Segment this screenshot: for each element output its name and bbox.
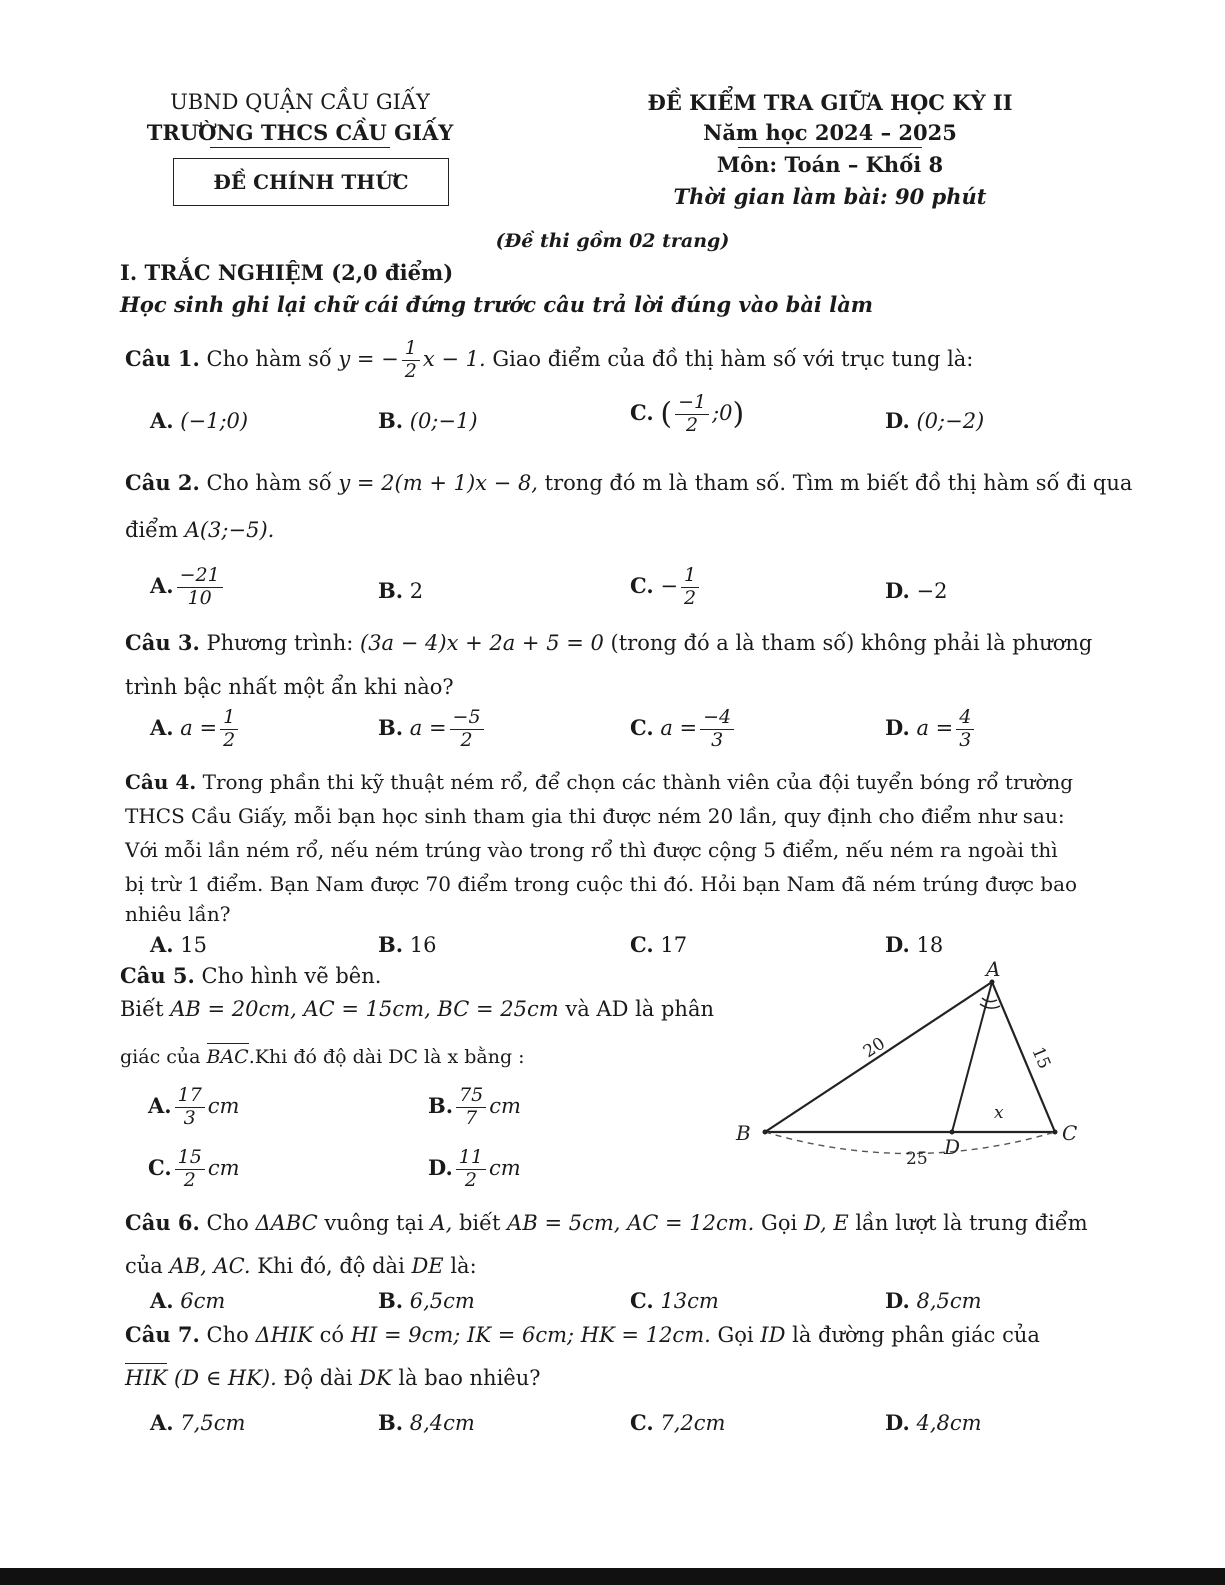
school-underline bbox=[210, 147, 390, 148]
q4-stem-line5: nhiêu lần? bbox=[125, 902, 231, 926]
subject: Môn: Toán – Khối 8 bbox=[716, 152, 944, 177]
q7-option-a[interactable] bbox=[150, 1410, 245, 1435]
q4-option-b[interactable] bbox=[378, 932, 436, 957]
q7-triangle: ΔHIK bbox=[255, 1323, 313, 1347]
q1-label: Câu 1. bbox=[125, 345, 200, 371]
q7-text-e: Độ dài bbox=[283, 1366, 353, 1390]
q3-option-c-pre: a = bbox=[660, 715, 698, 740]
q7-text-d: là đường phân giác của bbox=[792, 1323, 1040, 1347]
q1-option-c-num: −1 bbox=[675, 392, 709, 415]
pages-note: (Đề thi gồm 02 trang) bbox=[495, 230, 730, 252]
q3-text-a: Phương trình: bbox=[206, 631, 354, 655]
q3-stem-line1 bbox=[125, 630, 1092, 655]
q1-frac-den: 2 bbox=[404, 359, 417, 382]
q7-text-b: có bbox=[319, 1323, 345, 1347]
q1-option-c-tail: ;0 bbox=[712, 400, 733, 425]
q5-label: Câu 5. bbox=[120, 963, 195, 988]
q5-option-a[interactable] bbox=[148, 1085, 239, 1130]
q3-option-d-frac bbox=[956, 707, 974, 752]
q7-label: Câu 7. bbox=[125, 1322, 200, 1347]
q5-text-1: Cho hình vẽ bên. bbox=[201, 964, 382, 988]
q3-text-b: (trong đó a là tham số) không phải là phương bbox=[610, 631, 1093, 655]
q1-frac-num: 1 bbox=[402, 338, 420, 361]
q2-option-c-den: 2 bbox=[683, 586, 697, 609]
q5-option-d-den: 2 bbox=[464, 1168, 477, 1191]
q6-text-g: Khi đó, độ dài bbox=[257, 1254, 405, 1278]
q5-option-a-num: 17 bbox=[175, 1085, 205, 1108]
q7-option-d-label: D. bbox=[885, 1410, 910, 1435]
q7-bisector: ID bbox=[760, 1323, 786, 1347]
q5-option-c-label: C. bbox=[148, 1154, 172, 1180]
q5-option-d-unit: cm bbox=[488, 1155, 521, 1180]
q5-text-3b: .Khi đó độ dài DC là x bằng : bbox=[248, 1046, 525, 1068]
q7-option-b[interactable] bbox=[378, 1410, 475, 1435]
q6-text-f: của bbox=[125, 1254, 163, 1278]
q7-option-d-value: 4,8cm bbox=[916, 1411, 982, 1435]
q3-option-a-frac bbox=[220, 707, 238, 752]
q6-option-b[interactable] bbox=[378, 1288, 475, 1313]
q6-option-b-value: 6,5cm bbox=[409, 1289, 475, 1313]
q2-option-d-value: −2 bbox=[916, 579, 948, 603]
q4-option-d-label: D. bbox=[885, 932, 910, 957]
q7-text-c: Gọi bbox=[717, 1323, 754, 1347]
q4-option-d[interactable] bbox=[885, 932, 943, 957]
q5-option-a-den: 3 bbox=[183, 1106, 196, 1129]
q4-option-a[interactable] bbox=[150, 932, 207, 957]
q4-option-d-value: 18 bbox=[916, 933, 944, 957]
q3-option-a-pre: a = bbox=[180, 715, 218, 740]
q4-stem-line4: bị trừ 1 điểm. Bạn Nam được 70 điểm trong cuộc thi đó. Hỏi bạn Nam đã ném trúng được bao bbox=[125, 872, 1078, 896]
q5-option-d-label: D. bbox=[428, 1154, 453, 1180]
label-bc-length: 25 bbox=[906, 1149, 928, 1169]
q3-option-c-num: −4 bbox=[700, 707, 734, 730]
q5-option-a-unit: cm bbox=[207, 1093, 240, 1118]
q6-option-a[interactable] bbox=[150, 1288, 225, 1313]
q3-option-c[interactable] bbox=[630, 707, 737, 752]
q4-option-b-label: B. bbox=[378, 932, 404, 957]
q5-triangle-figure bbox=[720, 960, 1100, 1180]
q5-text-2a: Biết bbox=[120, 997, 164, 1021]
q3-option-d-num: 4 bbox=[956, 707, 974, 730]
q4-stem-line2: THCS Cầu Giấy, mỗi bạn học sinh tham gia thi được ném 20 lần, quy định cho điểm như sau: bbox=[125, 804, 1065, 828]
q6-text-e: lần lượt là trung điểm bbox=[855, 1211, 1088, 1235]
exam-title: ĐỀ KIỂM TRA GIỮA HỌC KỲ II bbox=[647, 90, 1013, 115]
q6-text-c: biết bbox=[458, 1211, 501, 1235]
q3-option-a-num: 1 bbox=[220, 707, 238, 730]
q7-text-f: là bao nhiêu? bbox=[398, 1366, 541, 1390]
q4-option-a-label: A. bbox=[150, 932, 174, 957]
q3-label: Câu 3. bbox=[125, 630, 200, 655]
q7-stem-line1 bbox=[125, 1322, 1040, 1347]
q1-text-a: Cho hàm số bbox=[206, 346, 332, 371]
q6-option-a-value: 6cm bbox=[180, 1289, 226, 1313]
q1-stem bbox=[125, 338, 973, 383]
q6-text-b: vuông tại bbox=[324, 1211, 424, 1235]
label-b: B bbox=[736, 1121, 751, 1145]
q6-option-d-label: D. bbox=[885, 1288, 910, 1313]
q2-formula: y = 2(m + 1)x − 8, bbox=[338, 471, 538, 495]
q6-option-a-label: A. bbox=[150, 1288, 174, 1313]
q7-option-a-label: A. bbox=[150, 1410, 174, 1435]
q2-option-c-sign: − bbox=[660, 573, 678, 598]
q1-option-a-label: A. bbox=[150, 408, 174, 433]
q4-label: Câu 4. bbox=[125, 770, 197, 794]
q5-option-a-frac bbox=[175, 1085, 205, 1130]
q2-option-a-label: A. bbox=[150, 572, 174, 598]
q3-option-d-label: D. bbox=[885, 714, 910, 740]
q5-option-b-num: 75 bbox=[456, 1085, 486, 1108]
q5-option-c-unit: cm bbox=[207, 1155, 240, 1180]
q1-option-d[interactable] bbox=[885, 408, 984, 433]
q2-label: Câu 2. bbox=[125, 470, 200, 495]
q7-option-c-label: C. bbox=[630, 1410, 654, 1435]
label-a: A bbox=[986, 960, 1001, 981]
label-d: D bbox=[944, 1135, 961, 1159]
q7-condition: (D ∈ HK). bbox=[174, 1366, 277, 1390]
q1-option-d-value: (0;−2) bbox=[916, 409, 985, 433]
q1-option-c-label: C. bbox=[630, 399, 654, 425]
q3-option-a-label: A. bbox=[150, 714, 174, 740]
official-box bbox=[173, 158, 449, 206]
q3-stem-line2: trình bậc nhất một ẩn khi nào? bbox=[125, 675, 454, 699]
q4-option-c-label: C. bbox=[630, 932, 654, 957]
q6-text-d: Gọi bbox=[761, 1211, 798, 1235]
q6-de: DE bbox=[411, 1254, 444, 1278]
q2-option-d[interactable] bbox=[885, 578, 947, 603]
label-x: x bbox=[994, 1103, 1004, 1123]
q2-option-b-label: B. bbox=[378, 578, 404, 603]
q6-text-h: là: bbox=[450, 1254, 477, 1278]
q2-option-c-frac bbox=[681, 565, 699, 610]
official-box-label: ĐỀ CHÍNH THỨC bbox=[213, 170, 409, 194]
q1-option-d-label: D. bbox=[885, 408, 910, 433]
year-underline bbox=[738, 147, 922, 148]
q1-option-b-label: B. bbox=[378, 408, 404, 433]
point-c bbox=[1053, 1130, 1058, 1135]
q6-option-d-value: 8,5cm bbox=[916, 1289, 982, 1313]
q6-option-b-label: B. bbox=[378, 1288, 404, 1313]
q6-option-d[interactable] bbox=[885, 1288, 982, 1313]
q3-option-a-den: 2 bbox=[223, 728, 236, 751]
q1-option-c[interactable]: C. ( $\frac{-1}{2}$ ;0) bbox=[630, 391, 745, 436]
q6-option-c-value: 13cm bbox=[660, 1289, 719, 1313]
q1-tail: x − 1. bbox=[422, 346, 486, 371]
section-instruction: Học sinh ghi lại chữ cái đứng trước câu trả lời đúng vào bài làm bbox=[120, 292, 874, 317]
q7-option-b-value: 8,4cm bbox=[409, 1411, 475, 1435]
page-bottom-edge bbox=[0, 1568, 1225, 1585]
q4-stem-line3: Với mỗi lần ném rổ, nếu ném trúng vào trong rổ thì được cộng 5 điểm, nếu ném ra ngoài thì bbox=[125, 838, 1058, 862]
q6-option-c-label: C. bbox=[630, 1288, 654, 1313]
q2-option-b-value: 2 bbox=[409, 579, 424, 603]
q5-option-d[interactable] bbox=[428, 1147, 521, 1192]
q2-stem-line1 bbox=[125, 470, 1132, 495]
q5-angle: BAC bbox=[207, 1043, 249, 1068]
q6-triangle: ΔABC bbox=[255, 1211, 318, 1235]
q3-option-b[interactable] bbox=[378, 707, 487, 752]
q4-stem-line1 bbox=[125, 770, 1073, 794]
q5-option-c-den: 2 bbox=[183, 1168, 196, 1191]
q4-option-b-value: 16 bbox=[409, 933, 437, 957]
q7-stem-line2 bbox=[125, 1366, 541, 1390]
q5-option-b-frac bbox=[456, 1085, 486, 1130]
school-year: Năm học 2024 – 2025 bbox=[703, 120, 957, 145]
q2-option-a-num: −21 bbox=[177, 565, 223, 588]
label-ac-length: 15 bbox=[1027, 1044, 1055, 1072]
q3-option-d-pre: a = bbox=[916, 715, 954, 740]
q6-points: D, E bbox=[803, 1211, 849, 1235]
q3-option-c-label: C. bbox=[630, 714, 654, 740]
q2-text-c: điểm bbox=[125, 518, 178, 542]
district-name: UBND QUẬN CẦU GIẤY bbox=[170, 90, 430, 114]
q6-sides: AB, AC. bbox=[169, 1254, 251, 1278]
q1-fraction bbox=[402, 338, 420, 383]
q7-option-b-label: B. bbox=[378, 1410, 404, 1435]
q5-text-2b: và AD là phân bbox=[565, 997, 715, 1021]
angle-mark-2 bbox=[980, 1004, 1000, 1008]
label-ab-length: 20 bbox=[859, 1033, 889, 1063]
q6-stem-line1 bbox=[125, 1210, 1088, 1235]
q1-option-b[interactable] bbox=[378, 408, 478, 433]
q3-option-a[interactable] bbox=[150, 707, 241, 752]
q2-option-d-label: D. bbox=[885, 578, 910, 603]
q1-option-c-den: 2 bbox=[686, 413, 699, 436]
q3-option-b-label: B. bbox=[378, 714, 404, 740]
q1-option-a-value: (−1;0) bbox=[180, 409, 249, 433]
q4-option-c[interactable] bbox=[630, 932, 687, 957]
q5-option-c-num: 15 bbox=[175, 1147, 205, 1170]
q2-option-c-num: 1 bbox=[681, 565, 699, 588]
q2-stem-line2 bbox=[125, 518, 274, 542]
q2-option-c[interactable] bbox=[630, 565, 702, 610]
q5-text-3a: giác của bbox=[120, 1046, 201, 1068]
q2-option-c-label: C. bbox=[630, 572, 654, 598]
q1-y-eq: y = − bbox=[338, 346, 399, 371]
q7-option-d[interactable] bbox=[885, 1410, 982, 1435]
q4-text-1: Trong phần thi kỹ thuật ném rổ, để chọn các thành viên của đội tuyển bóng rổ trường bbox=[202, 770, 1074, 794]
q2-option-a[interactable] bbox=[150, 565, 226, 610]
duration: Thời gian làm bài: 90 phút bbox=[673, 184, 987, 209]
point-b bbox=[763, 1130, 768, 1135]
q6-option-c[interactable] bbox=[630, 1288, 719, 1313]
q2-point: A(3;−5). bbox=[184, 518, 275, 542]
q5-stem-line3 bbox=[120, 1046, 525, 1068]
q7-lengths: HI = 9cm; IK = 6cm; HK = 12cm. bbox=[350, 1323, 711, 1347]
q3-option-b-den: 2 bbox=[460, 728, 473, 751]
q2-text-a: Cho hàm số bbox=[206, 471, 332, 495]
q3-option-b-pre: a = bbox=[409, 715, 447, 740]
q3-option-c-frac bbox=[700, 707, 734, 752]
q5-stem-line1 bbox=[120, 963, 381, 988]
q5-option-d-num: 11 bbox=[456, 1147, 486, 1170]
q5-stem-line2 bbox=[120, 997, 714, 1021]
q5-option-b[interactable] bbox=[428, 1085, 521, 1130]
q5-option-c[interactable] bbox=[148, 1147, 240, 1192]
q7-text-a: Cho bbox=[206, 1323, 249, 1347]
q6-text-a: Cho bbox=[206, 1211, 249, 1235]
q3-option-d[interactable] bbox=[885, 707, 977, 752]
q5-option-d-frac bbox=[456, 1147, 486, 1192]
q6-vertex: A, bbox=[430, 1211, 453, 1235]
q6-stem-line2 bbox=[125, 1254, 477, 1278]
q2-option-a-den: 10 bbox=[187, 586, 212, 609]
label-c: C bbox=[1062, 1121, 1078, 1145]
q2-option-a-frac bbox=[177, 565, 223, 610]
q1-option-b-value: (0;−1) bbox=[409, 409, 478, 433]
q7-option-c[interactable] bbox=[630, 1410, 725, 1435]
point-d bbox=[950, 1130, 955, 1135]
q5-formula: AB = 20cm, AC = 15cm, BC = 25cm bbox=[170, 997, 559, 1021]
school-name: TRƯỜNG THCS CẦU GIẤY bbox=[146, 120, 454, 145]
angle-mark-1 bbox=[982, 998, 997, 1002]
q7-dk: DK bbox=[359, 1366, 392, 1390]
q2-option-b[interactable] bbox=[378, 578, 423, 603]
q5-option-a-label: A. bbox=[148, 1092, 172, 1118]
q2-text-b: trong đó m là tham số. Tìm m biết đồ thị hàm số đi qua bbox=[544, 471, 1133, 495]
q5-option-b-den: 7 bbox=[465, 1106, 478, 1129]
q3-formula: (3a − 4)x + 2a + 5 = 0 bbox=[360, 631, 604, 655]
q5-option-b-label: B. bbox=[428, 1092, 454, 1118]
q7-angle: HIK bbox=[125, 1363, 167, 1390]
q3-option-d-den: 3 bbox=[959, 728, 972, 751]
q6-lengths: AB = 5cm, AC = 12cm. bbox=[507, 1211, 755, 1235]
q1-option-c-frac bbox=[675, 392, 709, 437]
q3-option-c-den: 3 bbox=[711, 728, 724, 751]
section-title: I. TRẮC NGHIỆM (2,0 điểm) bbox=[120, 260, 454, 285]
q3-option-b-frac bbox=[450, 707, 484, 752]
q4-option-c-value: 17 bbox=[660, 933, 688, 957]
q1-text-b: Giao điểm của đồ thị hàm số với trục tung là: bbox=[492, 346, 974, 371]
q1-option-a[interactable] bbox=[150, 408, 248, 433]
q7-option-c-value: 7,2cm bbox=[660, 1411, 726, 1435]
q3-option-b-num: −5 bbox=[450, 707, 484, 730]
q7-option-a-value: 7,5cm bbox=[180, 1411, 246, 1435]
q4-option-a-value: 15 bbox=[180, 933, 208, 957]
q5-option-b-unit: cm bbox=[489, 1093, 521, 1118]
q5-option-c-frac bbox=[175, 1147, 205, 1192]
q6-label: Câu 6. bbox=[125, 1210, 200, 1235]
